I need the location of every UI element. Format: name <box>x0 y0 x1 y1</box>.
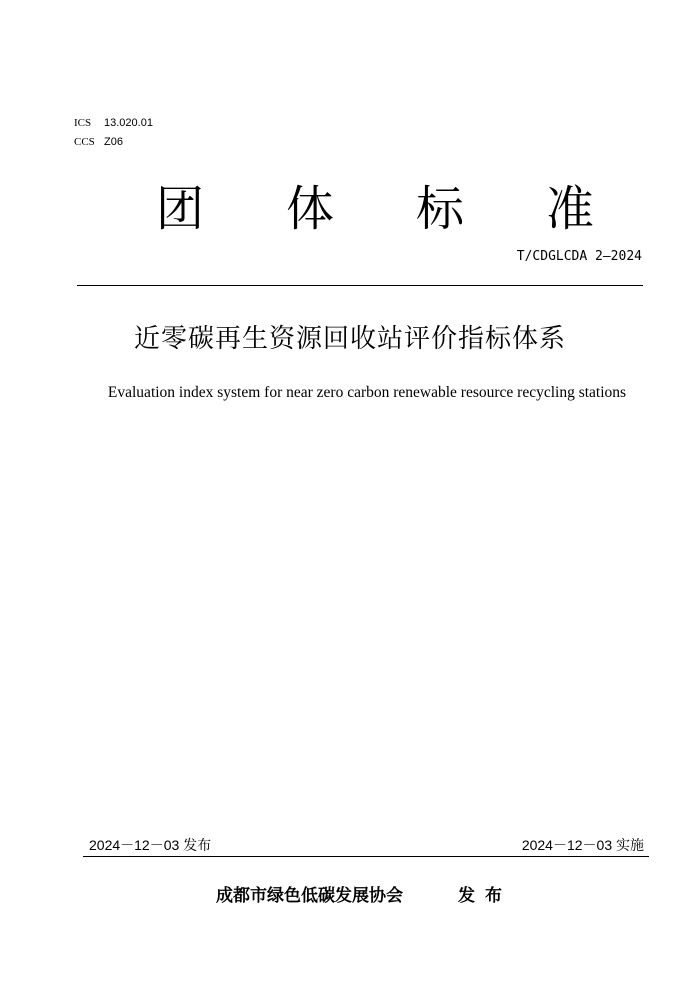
ccs-label: CCS <box>74 136 95 148</box>
ics-value: 13.020.01 <box>104 117 153 129</box>
header-divider <box>77 285 643 286</box>
ics-classification <box>74 116 153 130</box>
implementation-date: 2024－12－03 实施 <box>521 837 644 853</box>
issue-date: 2024－12－03 发布 <box>89 837 212 853</box>
standard-type-char: 标 <box>416 181 465 237</box>
ccs-classification <box>74 135 123 149</box>
standard-type-char: 团 <box>156 181 205 237</box>
standard-type-char: 准 <box>546 181 595 237</box>
ics-label: ICS <box>74 117 92 129</box>
document-title-english: Evaluation index system for near zero carbon renewable resource recycling stations <box>107 384 627 401</box>
publisher-name: 成都市绿色低碳发展协会 <box>216 886 403 906</box>
standard-code: T/CDGLCDA 2—2024 <box>516 249 642 264</box>
standard-type-char: 体 <box>286 181 335 237</box>
footer-divider <box>83 856 649 857</box>
publish-label: 发布 <box>458 886 512 906</box>
ccs-value: Z06 <box>104 136 123 148</box>
document-title-chinese: 近零碳再生资源回收站评价指标体系 <box>133 324 566 354</box>
